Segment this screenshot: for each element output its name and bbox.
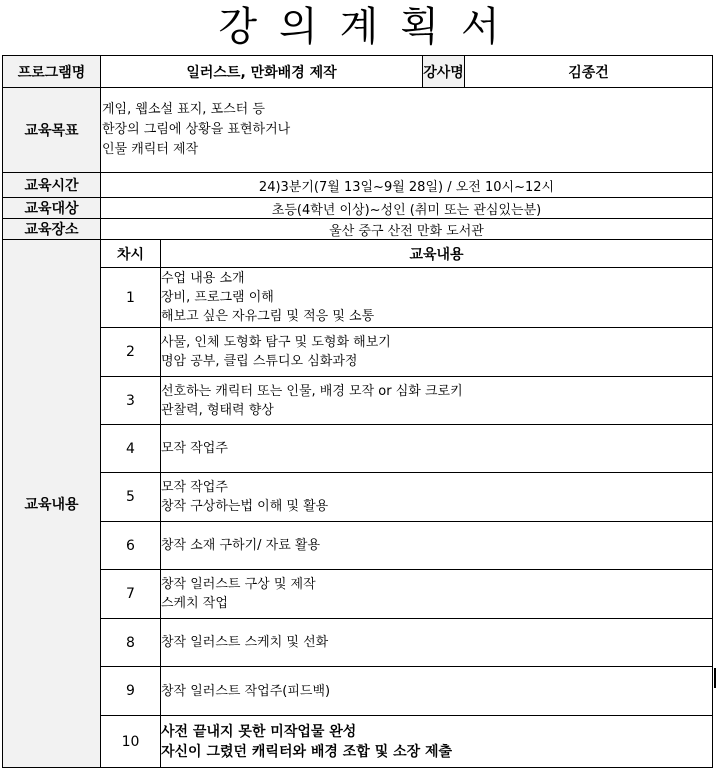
page-title: 강의계획서 [218, 4, 522, 50]
session-number: 6 [101, 522, 161, 570]
target-value: 초등(4학년 이상)~성인 (취미 또는 관심있는분) [101, 198, 713, 219]
target-label: 교육대상 [3, 198, 101, 219]
session-row [3, 522, 713, 570]
session-number: 4 [101, 425, 161, 473]
program-row [3, 56, 713, 88]
session-line: 모작 작업주 [161, 480, 228, 495]
session-content [161, 425, 713, 473]
place-row [3, 219, 713, 240]
session-line: 자신이 그렸던 캐릭터와 배경 조합 및 소장 제출 [161, 743, 453, 760]
session-content [161, 667, 713, 716]
content-label: 교육내용 [3, 240, 101, 768]
session-line: 모작 작업주 [161, 441, 228, 456]
session-line: 창작 일러스트 스케치 및 선화 [161, 635, 329, 650]
place-value: 울산 중구 산전 만화 도서관 [101, 219, 713, 240]
session-line: 수업 내용 소개 [161, 271, 245, 286]
session-line: 선호하는 캐릭터 또는 인물, 배경 모작 or 심화 크로키 [161, 383, 463, 399]
session-row [3, 425, 713, 473]
session-number: 5 [101, 473, 161, 522]
session-row [3, 268, 713, 328]
session-line: 스케치 작업 [161, 596, 228, 611]
col-session-header: 차시 [101, 240, 161, 268]
instructor-label: 강사명 [423, 56, 465, 88]
session-number: 8 [101, 619, 161, 667]
goal-row [3, 88, 713, 173]
page-edge-mark [714, 668, 716, 688]
goal-value [101, 88, 713, 173]
session-content [161, 377, 713, 425]
goal-line: 한장의 그림에 상황을 표현하거나 [102, 122, 291, 137]
session-content [161, 570, 713, 619]
session-content [161, 619, 713, 667]
goal-line: 게임, 웹소설 표지, 포스터 등 [102, 102, 265, 117]
target-row [3, 198, 713, 219]
session-row [3, 570, 713, 619]
session-row [3, 619, 713, 667]
goal-label: 교육목표 [3, 88, 101, 173]
session-line: 창작 소재 구하기/ 자료 활용 [161, 538, 321, 553]
time-label: 교육시간 [3, 173, 101, 198]
session-line: 해보고 싶은 자유그림 및 적응 및 소통 [161, 309, 375, 324]
session-number: 9 [101, 667, 161, 716]
session-row [3, 716, 713, 768]
session-number: 2 [101, 328, 161, 377]
session-line: 명암 공부, 클립 스튜디오 심화과정 [161, 354, 358, 369]
session-number: 3 [101, 377, 161, 425]
goal-line: 인물 캐릭터 제작 [102, 142, 199, 157]
program-value: 일러스트, 만화배경 제작 [101, 56, 423, 88]
session-content [161, 268, 713, 328]
place-label: 교육장소 [3, 219, 101, 240]
session-line: 장비, 프로그램 이해 [161, 290, 274, 305]
session-content [161, 522, 713, 570]
session-number: 10 [101, 716, 161, 768]
session-line: 사전 끝내지 못한 미작업물 완성 [161, 723, 357, 740]
session-row [3, 328, 713, 377]
session-line: 창작 일러스트 작업주(피드백) [161, 683, 331, 699]
col-content-header: 교육내용 [161, 240, 713, 268]
time-row [3, 173, 713, 198]
session-content [161, 716, 713, 768]
session-row [3, 377, 713, 425]
session-row [3, 473, 713, 522]
lecture-plan-table [2, 55, 713, 768]
session-content [161, 473, 713, 522]
time-value: 24)3분기(7월 13일~9월 28일) / 오전 10시~12시 [101, 173, 713, 198]
session-number: 7 [101, 570, 161, 619]
session-number: 1 [101, 268, 161, 328]
session-line: 사물, 인체 도형화 탐구 및 도형화 해보기 [161, 335, 391, 350]
instructor-value: 김종건 [465, 56, 713, 88]
session-line: 창작 일러스트 구상 및 제작 [161, 577, 316, 592]
session-line: 관찰력, 형태력 향상 [161, 402, 274, 418]
session-content [161, 328, 713, 377]
session-row [3, 667, 713, 716]
program-label: 프로그램명 [3, 56, 101, 88]
content-header-row [3, 240, 713, 268]
session-line: 창작 구상하는법 이해 및 활용 [161, 499, 329, 514]
